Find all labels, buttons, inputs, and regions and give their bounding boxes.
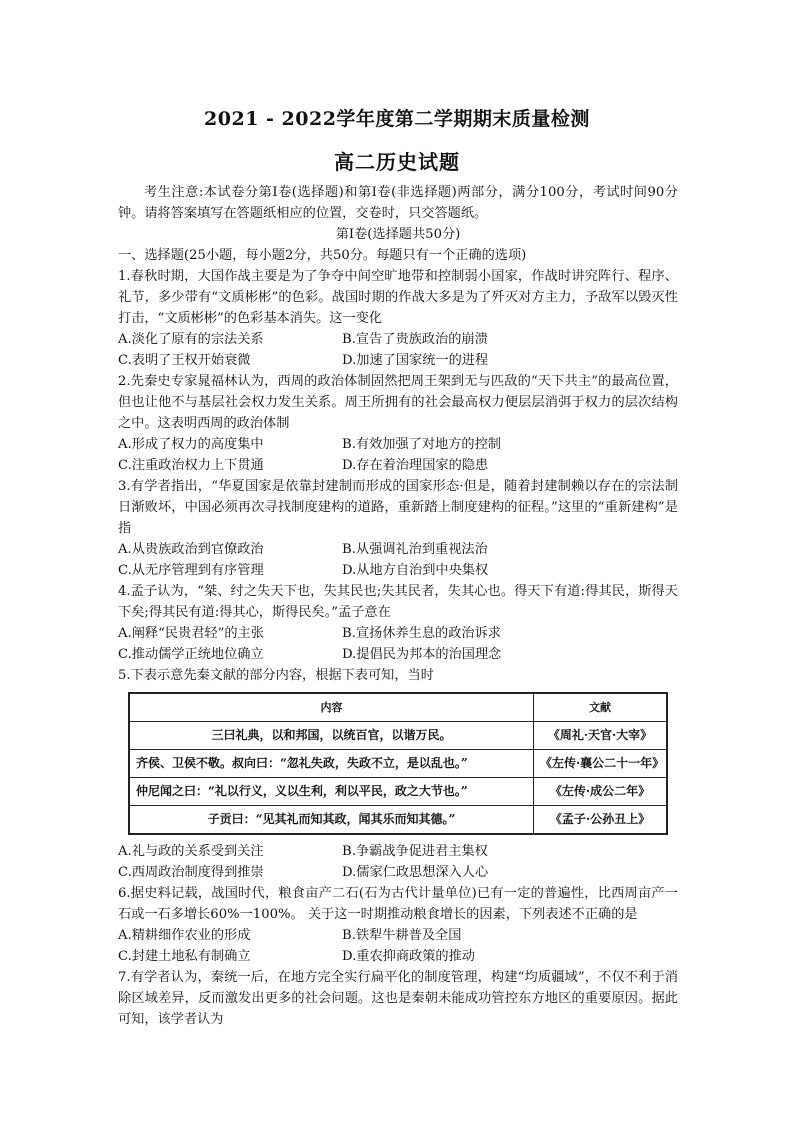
question-1 <box>118 266 678 371</box>
question-stem: 6.据史料记载，战国时代，粮食亩产二石(石为古代计量单位)已有一定的普遍性，比西周亩产一石或一石多增长60%一100%。 关于这一时期推动粮食增长的因素，下列表述不正确的是 <box>118 886 678 922</box>
options-row <box>118 862 678 883</box>
option-d: D.从地方自治到中央集权 <box>342 563 489 578</box>
option-c: C.推动儒学正统地位确立 <box>118 647 264 662</box>
table-cell-source: 《左传·襄公二十一年》 <box>534 750 668 778</box>
table-cell-source: 《孟子·公孙丑上》 <box>534 806 668 835</box>
question-stem: 7.有学者认为，秦统一后，在地方完全实行扁平化的制度管理，构建“均质疆域”，不仅不利于消除区域差异，反而激发出更多的社会问题。这也是秦朝未能成功管控东方地区的重要原因。据此可知，该学者认为 <box>118 970 678 1027</box>
table-cell-content: 子贡曰：“见其礼而知其政，闻其乐而知其德。” <box>129 806 534 835</box>
option-a: A.形成了权力的高度集中 <box>118 437 264 452</box>
table-cell-content: 三曰礼典，以和邦国，以统百官，以谐万民。 <box>129 722 534 750</box>
table-header-content: 内容 <box>129 693 534 722</box>
option-d: D.重农抑商政策的推动 <box>342 949 475 964</box>
table-header-source: 文献 <box>534 693 668 722</box>
option-b: B.从强调礼治到重视法治 <box>342 542 488 557</box>
exam-subtitle: 高二历史试题 <box>334 150 460 174</box>
option-b: B.宣告了贵族政治的崩溃 <box>342 332 488 347</box>
table-cell-content: 齐侯、卫侯不敬。叔向曰：“忽礼失政，失政不立，是以乱也。” <box>129 750 534 778</box>
question-5 <box>118 665 678 883</box>
options-row <box>118 925 678 946</box>
option-d: D.加速了国家统一的进程 <box>342 353 489 368</box>
options-row <box>118 539 678 560</box>
table-cell-content: 仲尼闻之曰：“礼以行义，义以生利，利以平民，政之大节也。” <box>129 778 534 806</box>
options-row <box>118 560 678 581</box>
question-4 <box>118 581 678 665</box>
options-row <box>118 350 678 371</box>
option-d: D.存在着治理国家的隐患 <box>342 458 489 473</box>
option-c: C.从无序管理到有序管理 <box>118 563 264 578</box>
exam-title: 2021 - 2022学年度第二学期期末质量检测 <box>204 108 590 130</box>
table-row <box>129 750 667 778</box>
options-row <box>118 644 678 665</box>
option-b: B.宣扬休养生息的政治诉求 <box>342 626 501 641</box>
option-c: C.西周政治制度得到推崇 <box>118 865 264 880</box>
options-row <box>118 434 678 455</box>
option-b: B.有效加强了对地方的控制 <box>342 437 501 452</box>
options-row <box>118 946 678 967</box>
part-title: 一、选择题(25小题，每小题2分，共50分。每题只有一个正确的选项) <box>118 248 527 263</box>
question-stem: 4.孟子认为，“桀、纣之失天下也，失其民也;失其民者，失其心也。得天下有道:得其民，斯得天下矣;得其民有道:得其心，斯得民矣。”孟子意在 <box>118 584 678 620</box>
question-stem: 3.有学者指出，“华夏国家是依靠封建制而形成的国家形态·但是，随着封建制赖以存在的宗法制日渐败坏，中国必须再次寻找制度建构的道路，重新踏上制度建构的征程。”这里的“重新建构”是指 <box>118 479 678 536</box>
option-c: C.封建土地私有制确立 <box>118 949 251 964</box>
option-d: D.儒家仁政思想深入人心 <box>342 865 489 880</box>
exam-notice: 考生注意:本试卷分第Ⅰ卷(选择题)和第Ⅰ卷(非选择题)两部分，满分100分，考试时间90分钟。请将答案填写在答题纸相应的位置，交卷时，只交答题纸。 <box>118 185 678 221</box>
question-6 <box>118 883 678 967</box>
option-a: A.礼与政的关系受到关注 <box>118 844 264 859</box>
table-row <box>129 778 667 806</box>
question-stem: 2.先秦史专家晁福林认为，西周的政治体制固然把周王架到无与匹敌的“天下共主”的最高位置，但也让他不与基层社会权力发生关系。周王所拥有的社会最高权力便层层消弭于权力的层次结构之中。这表明西周的政治体制 <box>118 374 678 431</box>
question-stem: 1.春秋时期，大国作战主要是为了争夺中间空旷地带和控制弱小国家，作战时讲究阵行、程序、礼节，多少带有“文质彬彬”的色彩。战国时期的作战大多是为了歼灭对方主力，予敌军以毁灭性打击，“文质彬彬”的色彩基本消失。这一变化 <box>118 269 678 326</box>
option-b: B.争霸战争促进君主集权 <box>342 844 488 859</box>
table-header-row <box>129 693 667 722</box>
option-c: C.表明了王权开始衰微 <box>118 353 251 368</box>
section-title: 第Ⅰ卷(选择题共50分) <box>335 227 461 242</box>
option-c: C.注重政治权力上下贯通 <box>118 458 264 473</box>
option-a: A.淡化了原有的宗法关系 <box>118 332 264 347</box>
question-stem: 5.下表示意先秦文献的部分内容，根据下表可知，当时 <box>118 668 434 683</box>
option-d: D.提倡民为邦本的治国理念 <box>342 647 502 662</box>
options-row <box>118 623 678 644</box>
source-table <box>128 692 668 835</box>
option-a: A.精耕细作农业的形成 <box>118 928 251 943</box>
options-row <box>118 329 678 350</box>
table-cell-source: 《左传·成公二年》 <box>534 778 668 806</box>
option-b: B.铁犁牛耕普及全国 <box>342 928 462 943</box>
option-a: A.阐释“民贵君轻”的主张 <box>118 626 264 641</box>
question-7 <box>118 967 678 1030</box>
table-row <box>129 806 667 835</box>
table-cell-source: 《周礼·天官·大宰》 <box>534 722 668 750</box>
options-row <box>118 841 678 862</box>
question-3 <box>118 476 678 581</box>
table-row <box>129 722 667 750</box>
option-a: A.从贵族政治到官僚政治 <box>118 542 264 557</box>
options-row <box>118 455 678 476</box>
exam-body <box>118 182 678 1030</box>
question-2 <box>118 371 678 476</box>
